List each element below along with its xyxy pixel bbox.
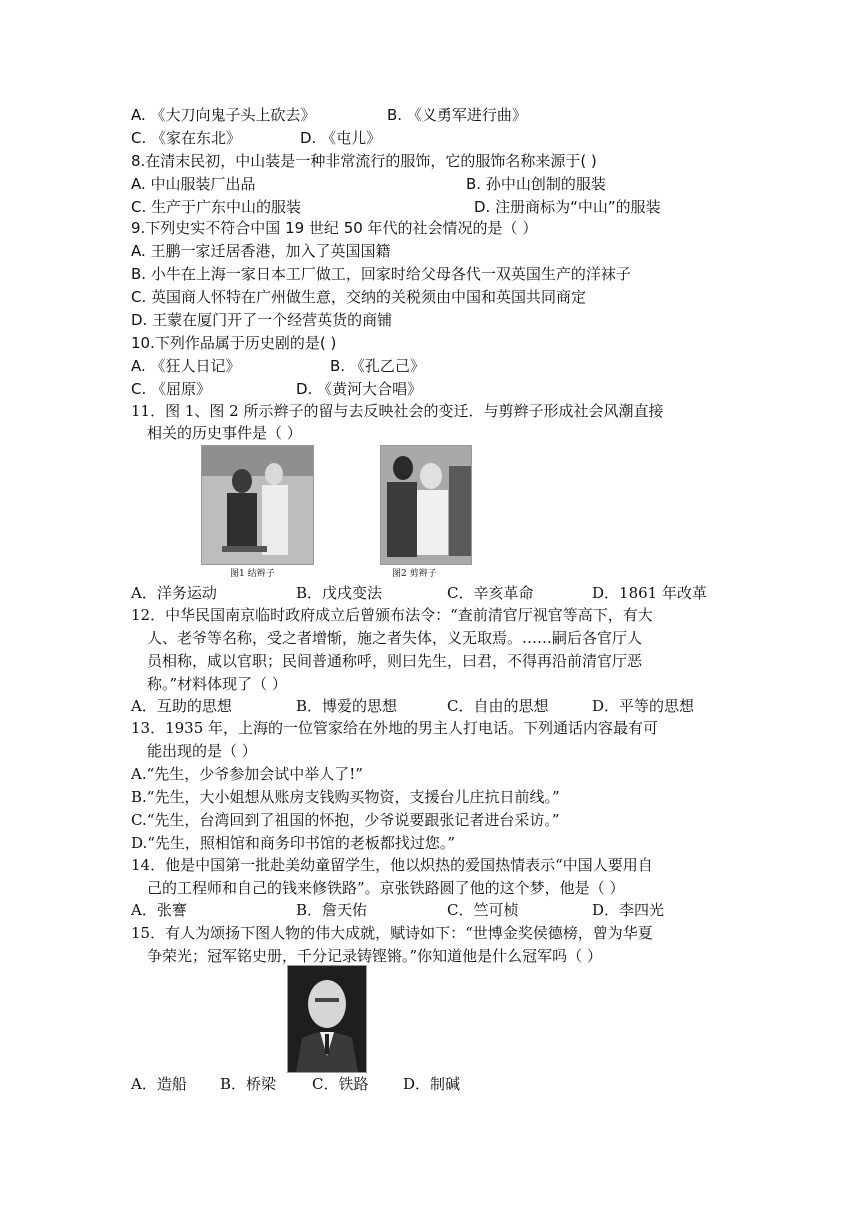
portrait-photo xyxy=(287,965,367,1073)
q12-stem-line4: 称。”材料体现了（ ） xyxy=(147,675,287,693)
q14-option-d: D．李四光 xyxy=(592,901,665,919)
q9-option-a: A. 王鹏一家迁居香港，加入了英国国籍 xyxy=(131,242,391,260)
q8-option-c: C. 生产于广东中山的服装 xyxy=(131,198,302,216)
q10-stem: 10.下列作品属于历史剧的是( ) xyxy=(131,334,337,352)
q11-option-d: D．1861 年改革 xyxy=(592,584,707,602)
figure-1-caption: 图1 结辫子 xyxy=(230,569,275,579)
q11-stem-line2: 相关的历史事件是（ ） xyxy=(147,424,302,442)
q10-option-d: D. 《黄河大合唱》 xyxy=(296,380,423,398)
figure-2-illustration xyxy=(381,446,471,564)
q11-option-b: B．戊戌变法 xyxy=(296,584,383,602)
q8-option-d: D. 注册商标为“中山”的服装 xyxy=(474,198,661,216)
q9-option-c: C. 英国商人怀特在广州做生意，交纳的关税须由中国和英国共同商定 xyxy=(131,288,587,306)
q12-option-d: D．平等的思想 xyxy=(592,697,695,715)
q15-option-b: B．桥梁 xyxy=(220,1075,277,1093)
q11-option-c: C．辛亥革命 xyxy=(447,584,534,602)
q7-option-c: C. 《家在东北》 xyxy=(131,129,242,147)
q15-stem-line2: 争荣光；冠军铭史册，千分记录铸铿锵。”你知道他是什么冠军吗（ ） xyxy=(147,947,602,965)
q13-option-b: B.“先生，大小姐想从账房支钱购买物资，支援台儿庄抗日前线。” xyxy=(131,788,560,806)
q14-option-b: B．詹天佑 xyxy=(296,901,368,919)
q12-option-b: B．博爱的思想 xyxy=(296,697,398,715)
q7-option-d: D. 《屯儿》 xyxy=(300,129,382,147)
portrait-illustration xyxy=(288,966,366,1072)
figure-2-caption: 图2 剪辫子 xyxy=(392,569,437,579)
q14-option-c: C．竺可桢 xyxy=(447,901,519,919)
q7-option-a: A. 《大刀向鬼子头上砍去》 xyxy=(131,106,316,124)
q15-option-d: D．制碱 xyxy=(403,1075,461,1093)
q15-option-c: C．铁路 xyxy=(312,1075,369,1093)
q11-option-a: A．洋务运动 xyxy=(131,584,217,602)
q14-stem-line2: 己的工程师和自己的钱来修铁路”。京张铁路圆了他的这个梦，他是（ ） xyxy=(147,879,625,897)
q13-option-a: A.“先生，少爷参加会试中举人了!” xyxy=(131,765,363,783)
q9-option-b: B. 小牛在上海一家日本工厂做工，回家时给父母各代一双英国生产的洋袜子 xyxy=(131,265,631,283)
q13-stem-line2: 能出现的是（ ） xyxy=(147,742,257,760)
q7-option-b: B. 《义勇军进行曲》 xyxy=(387,106,527,124)
figure-1-photo xyxy=(201,445,314,565)
q8-option-b: B. 孙中山创制的服装 xyxy=(466,175,606,193)
figure-2-photo xyxy=(380,445,472,565)
q14-option-a: A．张謇 xyxy=(131,901,187,919)
q12-option-a: A．互助的思想 xyxy=(131,697,232,715)
q10-option-b: B. 《孔乙己》 xyxy=(330,357,425,375)
q12-stem-line3: 员相称，咸以官职；民间普通称呼，则曰先生，曰君，不得再沿前清官厅恶 xyxy=(147,652,643,670)
q15-option-a: A．造船 xyxy=(131,1075,187,1093)
q9-stem: 9.下列史实不符合中国 19 世纪 50 年代的社会情况的是（ ） xyxy=(131,219,538,237)
q10-option-a: A. 《狂人日记》 xyxy=(131,357,241,375)
q8-stem: 8.在清末民初，中山装是一种非常流行的服饰，它的服饰名称来源于( ) xyxy=(131,152,597,170)
q9-option-d: D. 王蒙在厦门开了一个经营英货的商铺 xyxy=(131,311,393,329)
q13-option-d: D.“先生，照相馆和商务印书馆的老板都找过您。” xyxy=(131,834,456,852)
q13-stem-line1: 13．1935 年，上海的一位管家给在外地的男主人打电话。下列通话内容最有可 xyxy=(131,719,659,737)
q11-stem-line1: 11．图 1、图 2 所示辫子的留与去反映社会的变迁．与剪辫子形成社会风潮直接 xyxy=(131,402,664,420)
q13-option-c: C.“先生，台湾回到了祖国的怀抱，少爷说要跟张记者进台采访。” xyxy=(131,811,560,829)
q8-option-a: A. 中山服装厂出品 xyxy=(131,175,256,193)
q10-option-c: C. 《屈原》 xyxy=(131,380,212,398)
figure-1-illustration xyxy=(202,446,313,564)
q12-option-c: C．自由的思想 xyxy=(447,697,549,715)
q12-stem-line1: 12．中华民国南京临时政府成立后曾颁布法令：“查前清官厅视官等高下，有大 xyxy=(131,606,653,624)
q12-stem-line2: 人、老爷等名称，受之者增惭，施之者失体，义无取焉。……嗣后各官厅人 xyxy=(147,629,643,647)
q15-stem-line1: 15．有人为颂扬下图人物的伟大成就，赋诗如下：“世博金奖侯德榜，曾为华夏 xyxy=(131,924,653,942)
q14-stem-line1: 14．他是中国第一批赴美幼童留学生，他以炽热的爱国热情表示“中国人要用自 xyxy=(131,856,653,874)
